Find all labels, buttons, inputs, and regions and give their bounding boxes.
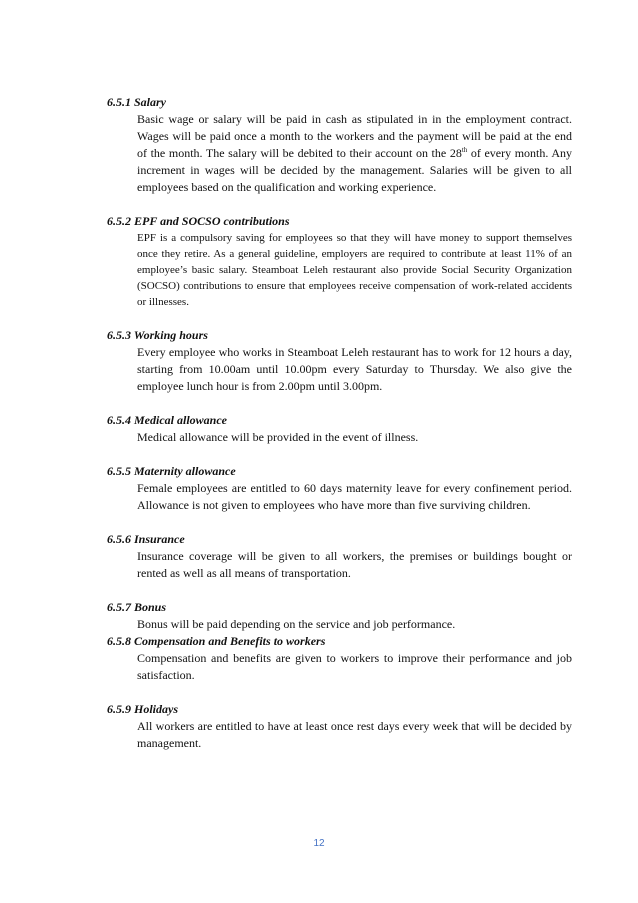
- section-body: Compensation and benefits are given to workers to improve their performance and job satisfaction.: [137, 651, 572, 682]
- section-bonus: [107, 599, 572, 633]
- section-title: 6.5.4 Medical allowance: [107, 413, 227, 427]
- section-body: [137, 111, 572, 196]
- body-text: of every month. Any increment in wages will be decided by the management. Salaries will be given to all employees based on the qualification and working experience.: [137, 146, 572, 194]
- section-body: Medical allowance will be provided in the event of illness.: [137, 430, 419, 444]
- section-epf-socso: [107, 213, 572, 310]
- section-working-hours: [107, 327, 572, 395]
- section-body: Bonus will be paid depending on the service and job performance.: [137, 617, 456, 631]
- section-title: 6.5.2 EPF and SOCSO contributions: [107, 214, 290, 228]
- section-title: 6.5.6 Insurance: [107, 532, 185, 546]
- section-maternity-allowance: [107, 463, 572, 514]
- section-body: Insurance coverage will be given to all workers, the premises or buildings bought or rented as well as all means of transportation.: [137, 549, 572, 580]
- section-salary: [107, 94, 572, 196]
- section-title: 6.5.5 Maternity allowance: [107, 464, 236, 478]
- section-body: All workers are entitled to have at least once rest days every week that will be decided by management.: [137, 719, 572, 750]
- section-title: 6.5.8 Compensation and Benefits to workers: [107, 634, 326, 648]
- section-body: Every employee who works in Steamboat Leleh restaurant has to work for 12 hours a day, starting from 10.00am until 10.00pm every Saturday to Thursday. We also give the employee lunch hour is from 2.00pm until 3.00pm.: [137, 345, 572, 393]
- document-content: [107, 94, 572, 769]
- ordinal-suffix: th: [461, 146, 468, 154]
- section-holidays: [107, 701, 572, 752]
- section-body: Female employees are entitled to 60 days maternity leave for every confinement period. Allowance is not given to employees who have more than five surviving children.: [137, 481, 572, 512]
- section-title: 6.5.3 Working hours: [107, 328, 208, 342]
- section-title: 6.5.1 Salary: [107, 95, 167, 109]
- section-title: 6.5.9 Holidays: [107, 702, 178, 716]
- section-title: 6.5.7 Bonus: [107, 600, 167, 614]
- section-insurance: [107, 531, 572, 582]
- section-medical-allowance: [107, 412, 572, 446]
- section-body: EPF is a compulsory saving for employees so that they will have money to support themselves once they retire. As a general guideline, employers are required to contribute at least 11% of an employee’s basic salary. Steamboat Leleh restaurant also provide Social Security Organization (SOCSO) contributions to ensure that employees receive compensation of work-related accidents or illnesses.: [137, 232, 572, 308]
- page-number: 12: [313, 838, 325, 849]
- body-text: Basic wage or salary will be paid in cash as stipulated in in the employment contract. Wages will be paid once a month to the workers and the payment will be paid at the end of the month. The salary will be debited to their account on the 28: [137, 112, 572, 160]
- section-compensation-benefits: [107, 633, 572, 684]
